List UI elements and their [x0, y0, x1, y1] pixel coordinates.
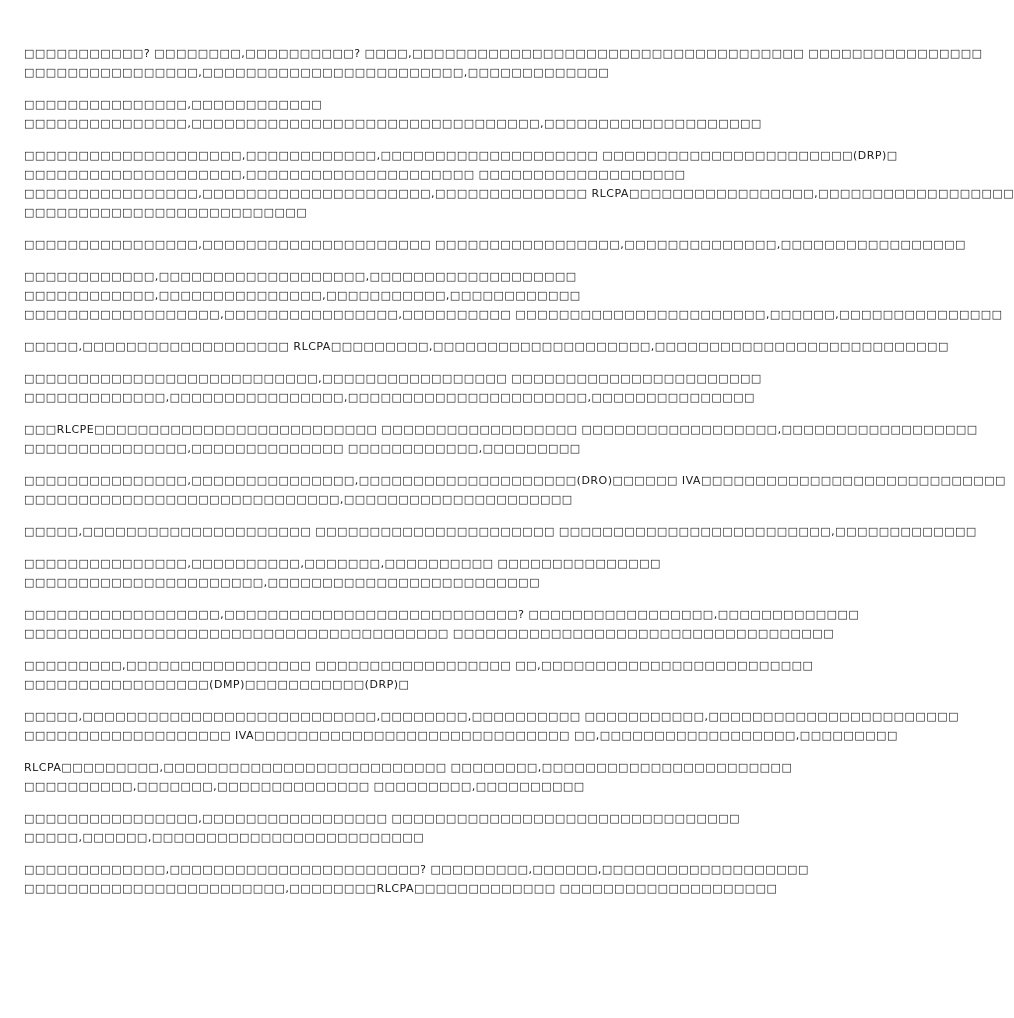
- text-line: □□□□□□□□□□□□□□□□□□□□□□□□,□□□□□□□□RLCPA□□□□□□□□□□□□□ □□□□□□□□□□□□□□□□□□□□: [24, 882, 778, 895]
- text-line: □□□□□□□□□□□□□□□□,□□□□□□□□□□□□□□□□□ □□□□□□□□□□□□□□□□□□□□□□□□□□□□□□□□: [24, 812, 741, 825]
- document-body: [24, 44, 1014, 911]
- text-line: □□□□□□□□□□□□□,□□□□□□□□□□□□□□□□,□□□□□□□□□□□□□□□□□□□□□□,□□□□□□□□□□□□□□□: [24, 391, 755, 404]
- text-line: □□□RLCPE□□□□□□□□□□□□□□□□□□□□□□□□□□ □□□□□□□□□□□□□□□□□□ □□□□□□□□□□□□□□□□□□,□□□□□□□□□□□□□□□□□□: [24, 423, 978, 436]
- paragraph: [24, 337, 949, 356]
- paragraph: [24, 758, 793, 796]
- paragraph: [24, 146, 1014, 222]
- paragraph: [24, 656, 814, 694]
- paragraph: [24, 471, 1006, 509]
- text-line: □□□□□□□□□□,□□□□□□□,□□□□□□□□□□□□□□ □□□□□□□□□,□□□□□□□□□□: [24, 780, 585, 793]
- text-line: □□□□□□□□□□□□□□□,□□□□□□□□□□,□□□□□□□,□□□□□□□□□□ □□□□□□□□□□□□□□□: [24, 557, 661, 570]
- text-line: □□□□□□□□□□□□□□□,□□□□□□□□□□□□□□□,□□□□□□□□□□□□□□□□□□□□(DRO)□□□□□□ IVA□□□□□□□□□□□□□□□□□□□□□□□□□□□□: [24, 474, 1006, 487]
- text-line: □□□□□,□□□□□□□□□□□□□□□□□□□ RLCPA□□□□□□□□□,□□□□□□□□□□□□□□□□□□□□,□□□□□□□□□□□□□□□□□□□□□□□□□□□: [24, 340, 949, 353]
- text-line: □□□□□,□□□□□□,□□□□□□□□□□□□□□□□□□□□□□□□□: [24, 831, 425, 844]
- text-line: □□□□□,□□□□□□□□□□□□□□□□□□□□□ □□□□□□□□□□□□□□□□□□□□□□ □□□□□□□□□□□□□□□□□□□□□□□□□,□□□□□□□□□□□□□: [24, 525, 977, 538]
- paragraph: [24, 554, 696, 592]
- text-line: □□□□□□□□□,□□□□□□□□□□□□□□□□□ □□□□□□□□□□□□□□□□□□ □□,□□□□□□□□□□□□□□□□□□□□□□□□□: [24, 659, 814, 672]
- paragraph: [24, 522, 977, 541]
- paragraph: [24, 44, 983, 82]
- text-line: □□□□□□□□□□□□□□□□□□,□□□□□□□□□□□□□□□□□□□□□□□□□□□? □□□□□□□□□□□□□□□□□,□□□□□□□□□□□□□: [24, 608, 860, 621]
- text-line: □□□□□□□□□□□□□□□,□□□□□□□□□□□□□□□□□□□□□□□□□□□□□□□□,□□□□□□□□□□□□□□□□□□□□: [24, 117, 762, 130]
- paragraph: [24, 605, 860, 643]
- text-line: □□□□□□□□□□□□□□□□,□□□□□□□□□□□□□□□□□□□□□□□□,□□□□□□□□□□□□□: [24, 66, 610, 79]
- text-line: □□□□□□□□□□□□□□□□□□□□□□□□□□: [24, 206, 308, 219]
- paragraph: [24, 267, 1003, 324]
- text-line: □□□□□□□□□□□□,□□□□□□□□□□□□□□□□□□□,□□□□□□□□□□□□□□□□□□□: [24, 270, 577, 283]
- text-line: □□□□□□□□□□□□□□□□,□□□□□□□□□□□□□□□□□□□□□,□□□□□□□□□□□□□□ RLCPA□□□□□□□□□□□□□□□□□,□□□□□□□□□□□□□□□□□□: [24, 187, 1014, 200]
- text-line: □□□□□□□□□□□□□,□□□□□□□□□□□□□□□□□□□□□□□? □□□□□□□□□,□□□□□□,□□□□□□□□□□□□□□□□□□□: [24, 863, 809, 876]
- text-line: □□□□□□□□□□□□,□□□□□□□□□□□□□□□,□□□□□□□□□□□,□□□□□□□□□□□□: [24, 289, 581, 302]
- text-line: □□□□□□□□□□□□□□□□,□□□□□□□□□□□□□□□□□□□□□ □□□□□□□□□□□□□□□□□,□□□□□□□□□□□□□□,□□□□□□□□□□□□□□□□□: [24, 238, 966, 251]
- text-line: □□□□□□□□□□□□□□□□□□□□,□□□□□□□□□□□□,□□□□□□□□□□□□□□□□□□□□ □□□□□□□□□□□□□□□□□□□□□□□(DRP)□: [24, 149, 898, 162]
- text-line: □□□□□□□□□□□□□□□□□□□□□□,□□□□□□□□□□□□□□□□□□□□□□□□□: [24, 576, 540, 589]
- text-line: RLCPA□□□□□□□□□,□□□□□□□□□□□□□□□□□□□□□□□□□□ □□□□□□□□,□□□□□□□□□□□□□□□□□□□□□□□: [24, 761, 793, 774]
- paragraph: [24, 860, 809, 898]
- text-line: □□□□□□□□□□□□□□□□□□□□□□□□□□□,□□□□□□□□□□□□□□□□□ □□□□□□□□□□□□□□□□□□□□□□□: [24, 372, 762, 385]
- paragraph: [24, 369, 762, 407]
- text-line: □□□□□□□□□□□? □□□□□□□□,□□□□□□□□□□? □□□□,□□□□□□□□□□□□□□□□□□□□□□□□□□□□□□□□□□□□ □□□□□□□□□□□□□□□□: [24, 47, 983, 60]
- text-line: □□□□□□□□□□□□□□□□□□□□,□□□□□□□□□□□□□□□□□□□□□ □□□□□□□□□□□□□□□□□□□: [24, 168, 686, 181]
- text-line: □□□□□□□□□□□□□□□□□□,□□□□□□□□□□□□□□□□,□□□□□□□□□□ □□□□□□□□□□□□□□□□□□□□□□□,□□□□□□,□□□□□□□□□□□□□□□: [24, 308, 1003, 321]
- text-line: □□□□□□□□□□□□□□□□□□□□□□□□□□□□□□□□□□□□□□□ □□□□□□□□□□□□□□□□□□□□□□□□□□□□□□□□□□□: [24, 627, 835, 640]
- text-line: □□□□□,□□□□□□□□□□□□□□□□□□□□□□□□□□□,□□□□□□□□,□□□□□□□□□□ □□□□□□□□□□□,□□□□□□□□□□□□□□□□□□□□□□□: [24, 710, 960, 723]
- paragraph: [24, 809, 741, 847]
- paragraph: [24, 235, 966, 254]
- text-line: □□□□□□□□□□□□□□□,□□□□□□□□□□□□: [24, 98, 323, 111]
- text-line: □□□□□□□□□□□□□□□□□□□□□□□□□□□□□,□□□□□□□□□□□□□□□□□□□□□: [24, 493, 573, 506]
- text-line: □□□□□□□□□□□□□□□□□□□ IVA□□□□□□□□□□□□□□□□□□□□□□□□□□□□□ □□,□□□□□□□□□□□□□□□□□□,□□□□□□□□□: [24, 729, 898, 742]
- text-line: □□□□□□□□□□□□□□□□□(DMP)□□□□□□□□□□□(DRP)□: [24, 678, 410, 691]
- paragraph: [24, 95, 762, 133]
- paragraph: [24, 707, 960, 745]
- paragraph: [24, 420, 978, 458]
- text-line: □□□□□□□□□□□□□□□,□□□□□□□□□□□□□□ □□□□□□□□□□□□,□□□□□□□□□: [24, 442, 581, 455]
